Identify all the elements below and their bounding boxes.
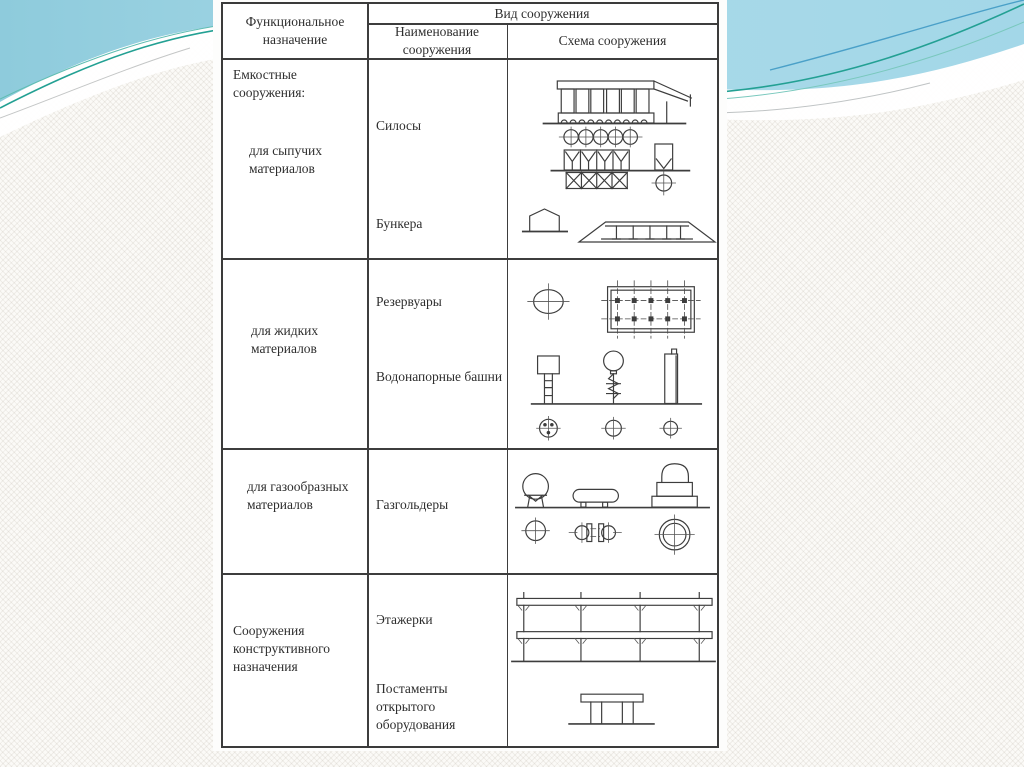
purpose-title-structural: Сооружения конструктивного назначения: [233, 623, 331, 674]
name-reservoirs: Резервуары: [376, 294, 442, 309]
structures-classification-table: [221, 2, 719, 748]
rack-and-pedestal-schematic: [508, 575, 717, 744]
name-bunkers: Бункера: [376, 216, 423, 231]
name-gas-holders: Газгольдеры: [376, 497, 449, 512]
name-racks: Этажерки: [376, 612, 433, 627]
purpose-detail-bulk-materials: для сыпучих материалов: [249, 143, 322, 176]
table-image-sheet: [213, 0, 727, 751]
purpose-detail-liquid-materials: для жидких материалов: [251, 323, 319, 356]
gas-holders-schematic: [508, 450, 717, 573]
header-structure-name: Наименование сооружения: [394, 24, 480, 57]
name-water-towers: Водонапорные башни: [376, 369, 503, 384]
header-structure-type: Вид сооружения: [494, 5, 590, 21]
purpose-detail-gaseous-materials: для газообразных материалов: [247, 479, 349, 512]
header-functional-purpose: Функциональное назначение: [245, 14, 345, 47]
silos-elevation-and-plan-schematic: [508, 59, 717, 258]
name-pedestals: Постаменты открытого оборудования: [376, 681, 456, 732]
name-silos: Силосы: [376, 118, 422, 133]
header-structure-scheme: Схема сооружения: [558, 33, 667, 49]
reservoirs-and-water-towers-schematic: [508, 260, 717, 448]
purpose-title-capacitive: Емкостные сооружения:: [233, 67, 306, 100]
